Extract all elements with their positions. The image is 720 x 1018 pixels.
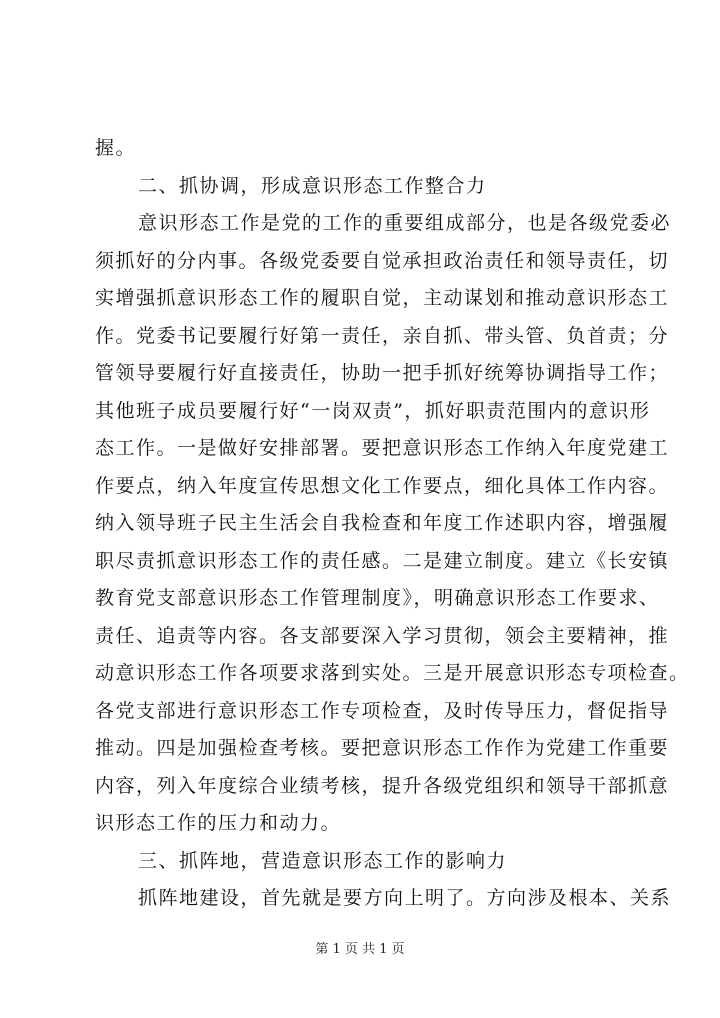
- body-line: 意识形态工作是党的工作的重要组成部分，也是各级党委必: [138, 212, 672, 234]
- body-line: 管领导要履行好直接责任，协助一把手抓好统筹协调指导工作；: [95, 362, 670, 384]
- body-line: 各党支部进行意识形态工作专项检查，及时传导压力，督促指导: [95, 699, 670, 722]
- body-line: 其他班子成员要履行好“一岗双责”，抓好职责范围内的意识形: [95, 399, 651, 422]
- body-line: 纳入领导班子民主生活会自我检查和年度工作述职内容，增强履: [95, 512, 670, 534]
- body-line: 动意识形态工作各项要求落到实处。三是开展意识形态专项检查。: [95, 662, 690, 684]
- body-line: 责任、追责等内容。各支部要深入学习贯彻，领会主要精神，推: [95, 624, 670, 647]
- body-line: 推动。四是加强检查考核。要把意识形态工作作为党建工作重要: [95, 737, 670, 759]
- body-line: 须抓好的分内事。各级党委要自觉承担政治责任和领导责任，切: [95, 249, 670, 272]
- page-number-footer: 第 1 页 共 1 页: [315, 942, 405, 957]
- section-heading-3: 三、抓阵地，营造意识形态工作的影响力: [138, 849, 508, 872]
- body-line: 握。: [95, 137, 137, 159]
- body-line: 作。党委书记要履行好第一责任，亲自抓、带头管、负首责；分: [95, 324, 670, 347]
- body-line: 作要点，纳入年度宣传思想文化工作要点，细化具体工作内容。: [95, 474, 670, 497]
- document-body: [95, 130, 690, 918]
- body-line: 职尽责抓意识形态工作的责任感。二是建立制度。建立《长安镇: [95, 549, 670, 572]
- body-line: 内容，列入年度综合业绩考核，提升各级党组织和领导干部抓意: [95, 774, 670, 797]
- body-line: 态工作。一是做好安排部署。要把意识形态工作纳入年度党建工: [95, 437, 670, 459]
- body-line: 教育党支部意识形态工作管理制度》，明确意识形态工作要求、: [95, 587, 660, 609]
- body-line: 识形态工作的压力和动力。: [95, 812, 342, 834]
- body-line: 抓阵地建设，首先就是要方向上明了。方向涉及根本、关系: [138, 887, 672, 909]
- body-line: 实增强抓意识形态工作的履职自觉，主动谋划和推动意识形态工: [95, 287, 670, 309]
- section-heading-2: 二、抓协调，形成意识形态工作整合力: [138, 174, 487, 197]
